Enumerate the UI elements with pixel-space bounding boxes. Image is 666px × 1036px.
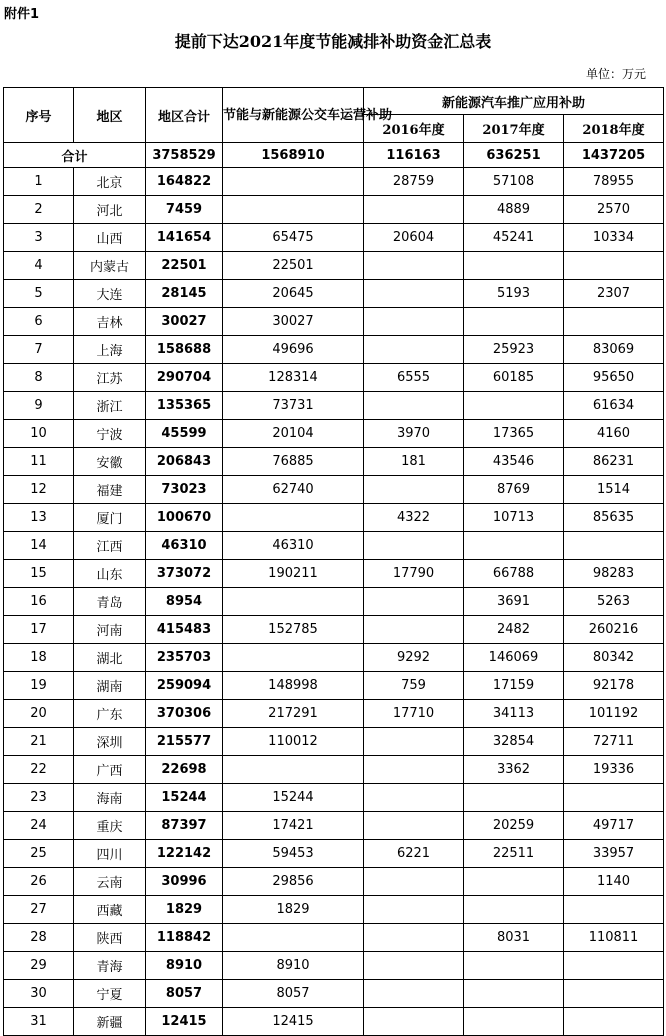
row-bus-subsidy: 20104 xyxy=(223,420,364,448)
total-regional: 3758529 xyxy=(146,143,223,168)
row-bus-subsidy: 22501 xyxy=(223,252,364,280)
subsidy-table xyxy=(3,87,664,1036)
row-2016 xyxy=(364,392,464,420)
row-bus-subsidy: 49696 xyxy=(223,336,364,364)
row-regional-total: 206843 xyxy=(146,448,223,476)
row-area: 陕西 xyxy=(74,924,146,952)
row-2017: 32854 xyxy=(464,728,564,756)
row-regional-total: 22698 xyxy=(146,756,223,784)
row-2018 xyxy=(564,784,664,812)
row-index: 14 xyxy=(4,532,74,560)
row-2016 xyxy=(364,1008,464,1036)
table-row xyxy=(4,980,664,1008)
row-bus-subsidy xyxy=(223,644,364,672)
table-row xyxy=(4,644,664,672)
row-area: 湖南 xyxy=(74,672,146,700)
row-regional-total: 1829 xyxy=(146,896,223,924)
row-bus-subsidy: 15244 xyxy=(223,784,364,812)
row-area: 河北 xyxy=(74,196,146,224)
row-regional-total: 259094 xyxy=(146,672,223,700)
row-bus-subsidy: 65475 xyxy=(223,224,364,252)
row-area: 福建 xyxy=(74,476,146,504)
row-2018: 49717 xyxy=(564,812,664,840)
total-2016: 116163 xyxy=(364,143,464,168)
row-regional-total: 290704 xyxy=(146,364,223,392)
row-area: 广东 xyxy=(74,700,146,728)
table-row xyxy=(4,504,664,532)
row-bus-subsidy xyxy=(223,924,364,952)
row-2017 xyxy=(464,252,564,280)
row-2017 xyxy=(464,1008,564,1036)
row-2016 xyxy=(364,868,464,896)
row-2018: 10334 xyxy=(564,224,664,252)
table-row xyxy=(4,252,664,280)
row-bus-subsidy: 110012 xyxy=(223,728,364,756)
row-index: 15 xyxy=(4,560,74,588)
row-2016: 9292 xyxy=(364,644,464,672)
table-row xyxy=(4,280,664,308)
header-area: 地区 xyxy=(74,88,146,143)
row-index: 1 xyxy=(4,168,74,196)
row-regional-total: 135365 xyxy=(146,392,223,420)
row-bus-subsidy: 20645 xyxy=(223,280,364,308)
row-2017 xyxy=(464,308,564,336)
row-index: 25 xyxy=(4,840,74,868)
row-2016: 20604 xyxy=(364,224,464,252)
row-2016 xyxy=(364,280,464,308)
row-regional-total: 87397 xyxy=(146,812,223,840)
row-2016: 28759 xyxy=(364,168,464,196)
row-area: 安徽 xyxy=(74,448,146,476)
header-2017: 2017年度 xyxy=(464,115,564,143)
table-row xyxy=(4,1008,664,1036)
total-label: 合计 xyxy=(4,143,146,168)
row-index: 5 xyxy=(4,280,74,308)
row-2017 xyxy=(464,896,564,924)
row-area: 厦门 xyxy=(74,504,146,532)
row-2016 xyxy=(364,784,464,812)
table-row xyxy=(4,392,664,420)
row-area: 江苏 xyxy=(74,364,146,392)
row-2018: 1140 xyxy=(564,868,664,896)
row-bus-subsidy: 1829 xyxy=(223,896,364,924)
row-bus-subsidy: 190211 xyxy=(223,560,364,588)
row-2016 xyxy=(364,812,464,840)
table-row xyxy=(4,868,664,896)
header-bus-subsidy: 节能与新能源公交车运营补助 xyxy=(223,88,364,143)
row-bus-subsidy: 76885 xyxy=(223,448,364,476)
row-index: 10 xyxy=(4,420,74,448)
row-area: 青岛 xyxy=(74,588,146,616)
row-index: 27 xyxy=(4,896,74,924)
row-area: 宁夏 xyxy=(74,980,146,1008)
table-row xyxy=(4,168,664,196)
row-bus-subsidy: 17421 xyxy=(223,812,364,840)
row-area: 内蒙古 xyxy=(74,252,146,280)
row-2018: 101192 xyxy=(564,700,664,728)
row-bus-subsidy xyxy=(223,756,364,784)
table-row xyxy=(4,896,664,924)
row-2018 xyxy=(564,308,664,336)
row-2018: 83069 xyxy=(564,336,664,364)
row-2017: 22511 xyxy=(464,840,564,868)
row-2018: 33957 xyxy=(564,840,664,868)
row-2016 xyxy=(364,980,464,1008)
total-2018: 1437205 xyxy=(564,143,664,168)
row-bus-subsidy: 59453 xyxy=(223,840,364,868)
row-2016 xyxy=(364,616,464,644)
row-index: 20 xyxy=(4,700,74,728)
row-2017: 4889 xyxy=(464,196,564,224)
row-index: 11 xyxy=(4,448,74,476)
table-row xyxy=(4,336,664,364)
row-area: 大连 xyxy=(74,280,146,308)
row-2017: 2482 xyxy=(464,616,564,644)
row-2018: 72711 xyxy=(564,728,664,756)
table-row xyxy=(4,224,664,252)
table-row xyxy=(4,784,664,812)
row-regional-total: 215577 xyxy=(146,728,223,756)
table-row xyxy=(4,672,664,700)
row-index: 23 xyxy=(4,784,74,812)
row-bus-subsidy: 62740 xyxy=(223,476,364,504)
unit-label: 单位：万元 xyxy=(585,67,646,81)
row-2017: 34113 xyxy=(464,700,564,728)
row-2018: 1514 xyxy=(564,476,664,504)
row-area: 山西 xyxy=(74,224,146,252)
row-regional-total: 373072 xyxy=(146,560,223,588)
row-2017: 8769 xyxy=(464,476,564,504)
row-2018: 4160 xyxy=(564,420,664,448)
row-2018: 80342 xyxy=(564,644,664,672)
row-2018: 110811 xyxy=(564,924,664,952)
row-2016 xyxy=(364,336,464,364)
row-index: 13 xyxy=(4,504,74,532)
row-index: 19 xyxy=(4,672,74,700)
table-row xyxy=(4,560,664,588)
row-bus-subsidy: 73731 xyxy=(223,392,364,420)
row-2016: 17710 xyxy=(364,700,464,728)
table-row xyxy=(4,448,664,476)
row-2017 xyxy=(464,868,564,896)
total-2017: 636251 xyxy=(464,143,564,168)
row-2016: 3970 xyxy=(364,420,464,448)
table-row xyxy=(4,616,664,644)
row-bus-subsidy xyxy=(223,168,364,196)
row-index: 22 xyxy=(4,756,74,784)
row-area: 海南 xyxy=(74,784,146,812)
row-index: 21 xyxy=(4,728,74,756)
row-2018 xyxy=(564,532,664,560)
row-2017: 3691 xyxy=(464,588,564,616)
row-2016 xyxy=(364,952,464,980)
row-2017: 17159 xyxy=(464,672,564,700)
row-regional-total: 158688 xyxy=(146,336,223,364)
table-row xyxy=(4,196,664,224)
row-2017: 17365 xyxy=(464,420,564,448)
row-2016 xyxy=(364,476,464,504)
row-regional-total: 100670 xyxy=(146,504,223,532)
row-2016 xyxy=(364,588,464,616)
row-regional-total: 235703 xyxy=(146,644,223,672)
row-2016: 6555 xyxy=(364,364,464,392)
row-index: 8 xyxy=(4,364,74,392)
row-2017: 10713 xyxy=(464,504,564,532)
row-index: 12 xyxy=(4,476,74,504)
row-bus-subsidy xyxy=(223,504,364,532)
table-row xyxy=(4,532,664,560)
table-row xyxy=(4,840,664,868)
row-regional-total: 73023 xyxy=(146,476,223,504)
row-2016 xyxy=(364,308,464,336)
row-area: 新疆 xyxy=(74,1008,146,1036)
row-bus-subsidy: 148998 xyxy=(223,672,364,700)
row-2017 xyxy=(464,980,564,1008)
row-bus-subsidy: 12415 xyxy=(223,1008,364,1036)
row-bus-subsidy: 217291 xyxy=(223,700,364,728)
row-2017 xyxy=(464,532,564,560)
row-index: 7 xyxy=(4,336,74,364)
row-2017: 8031 xyxy=(464,924,564,952)
row-2018 xyxy=(564,980,664,1008)
row-2017: 60185 xyxy=(464,364,564,392)
row-index: 9 xyxy=(4,392,74,420)
row-bus-subsidy xyxy=(223,196,364,224)
row-regional-total: 164822 xyxy=(146,168,223,196)
row-2018: 86231 xyxy=(564,448,664,476)
row-regional-total: 8910 xyxy=(146,952,223,980)
row-2017: 3362 xyxy=(464,756,564,784)
row-regional-total: 122142 xyxy=(146,840,223,868)
table-row xyxy=(4,364,664,392)
row-regional-total: 22501 xyxy=(146,252,223,280)
row-index: 29 xyxy=(4,952,74,980)
row-2016 xyxy=(364,196,464,224)
row-2017 xyxy=(464,392,564,420)
row-regional-total: 118842 xyxy=(146,924,223,952)
row-area: 青海 xyxy=(74,952,146,980)
row-2018: 61634 xyxy=(564,392,664,420)
row-regional-total: 30996 xyxy=(146,868,223,896)
row-regional-total: 141654 xyxy=(146,224,223,252)
row-2018: 92178 xyxy=(564,672,664,700)
total-row xyxy=(4,143,664,168)
table-row xyxy=(4,420,664,448)
row-index: 18 xyxy=(4,644,74,672)
row-2018: 85635 xyxy=(564,504,664,532)
row-bus-subsidy: 8910 xyxy=(223,952,364,980)
row-2018: 2307 xyxy=(564,280,664,308)
header-index: 序号 xyxy=(4,88,74,143)
table-row xyxy=(4,952,664,980)
row-regional-total: 370306 xyxy=(146,700,223,728)
row-bus-subsidy: 8057 xyxy=(223,980,364,1008)
row-regional-total: 28145 xyxy=(146,280,223,308)
row-2018 xyxy=(564,952,664,980)
row-index: 31 xyxy=(4,1008,74,1036)
row-2018 xyxy=(564,252,664,280)
row-2018: 78955 xyxy=(564,168,664,196)
row-area: 河南 xyxy=(74,616,146,644)
row-index: 3 xyxy=(4,224,74,252)
row-regional-total: 30027 xyxy=(146,308,223,336)
header-2018: 2018年度 xyxy=(564,115,664,143)
row-index: 16 xyxy=(4,588,74,616)
row-area: 深圳 xyxy=(74,728,146,756)
row-area: 北京 xyxy=(74,168,146,196)
row-2018: 19336 xyxy=(564,756,664,784)
row-2016 xyxy=(364,252,464,280)
document-title: 提前下达2021年度节能减排补助资金汇总表 xyxy=(174,32,492,51)
row-bus-subsidy: 128314 xyxy=(223,364,364,392)
row-2016 xyxy=(364,924,464,952)
row-2018: 2570 xyxy=(564,196,664,224)
row-2018 xyxy=(564,1008,664,1036)
row-regional-total: 12415 xyxy=(146,1008,223,1036)
row-2017 xyxy=(464,784,564,812)
row-2017: 66788 xyxy=(464,560,564,588)
row-2017: 20259 xyxy=(464,812,564,840)
row-2018: 260216 xyxy=(564,616,664,644)
table-row xyxy=(4,924,664,952)
row-area: 湖北 xyxy=(74,644,146,672)
row-2017: 57108 xyxy=(464,168,564,196)
row-area: 重庆 xyxy=(74,812,146,840)
row-regional-total: 7459 xyxy=(146,196,223,224)
row-2016: 17790 xyxy=(364,560,464,588)
row-bus-subsidy: 29856 xyxy=(223,868,364,896)
row-2018: 5263 xyxy=(564,588,664,616)
row-area: 西藏 xyxy=(74,896,146,924)
row-regional-total: 8954 xyxy=(146,588,223,616)
row-area: 山东 xyxy=(74,560,146,588)
row-index: 24 xyxy=(4,812,74,840)
row-area: 四川 xyxy=(74,840,146,868)
row-2018: 95650 xyxy=(564,364,664,392)
attachment-label: 附件1 xyxy=(4,7,40,22)
row-index: 30 xyxy=(4,980,74,1008)
row-area: 浙江 xyxy=(74,392,146,420)
row-2016 xyxy=(364,896,464,924)
row-2016: 759 xyxy=(364,672,464,700)
row-regional-total: 8057 xyxy=(146,980,223,1008)
row-index: 17 xyxy=(4,616,74,644)
total-bus: 1568910 xyxy=(223,143,364,168)
row-regional-total: 15244 xyxy=(146,784,223,812)
row-regional-total: 46310 xyxy=(146,532,223,560)
header-2016: 2016年度 xyxy=(364,115,464,143)
row-bus-subsidy: 30027 xyxy=(223,308,364,336)
row-2017: 25923 xyxy=(464,336,564,364)
row-area: 江西 xyxy=(74,532,146,560)
row-index: 28 xyxy=(4,924,74,952)
row-area: 吉林 xyxy=(74,308,146,336)
row-area: 上海 xyxy=(74,336,146,364)
row-2016: 181 xyxy=(364,448,464,476)
row-index: 6 xyxy=(4,308,74,336)
row-2017: 146069 xyxy=(464,644,564,672)
table-row xyxy=(4,588,664,616)
row-area: 广西 xyxy=(74,756,146,784)
table-row xyxy=(4,812,664,840)
header-regional-total: 地区合计 xyxy=(146,88,223,143)
row-regional-total: 415483 xyxy=(146,616,223,644)
row-2016 xyxy=(364,532,464,560)
row-2016 xyxy=(364,728,464,756)
row-index: 26 xyxy=(4,868,74,896)
row-area: 宁波 xyxy=(74,420,146,448)
header-nev-group: 新能源汽车推广应用补助 xyxy=(364,88,664,115)
row-bus-subsidy: 152785 xyxy=(223,616,364,644)
table-row xyxy=(4,728,664,756)
table-row xyxy=(4,476,664,504)
row-2018: 98283 xyxy=(564,560,664,588)
row-2018 xyxy=(564,896,664,924)
row-area: 云南 xyxy=(74,868,146,896)
row-bus-subsidy: 46310 xyxy=(223,532,364,560)
row-2016 xyxy=(364,756,464,784)
table-row xyxy=(4,756,664,784)
row-2016: 6221 xyxy=(364,840,464,868)
row-bus-subsidy xyxy=(223,588,364,616)
table-row xyxy=(4,308,664,336)
row-regional-total: 45599 xyxy=(146,420,223,448)
row-2017: 45241 xyxy=(464,224,564,252)
row-index: 4 xyxy=(4,252,74,280)
row-2016: 4322 xyxy=(364,504,464,532)
row-2017: 5193 xyxy=(464,280,564,308)
table-row xyxy=(4,700,664,728)
row-2017 xyxy=(464,952,564,980)
row-2017: 43546 xyxy=(464,448,564,476)
row-index: 2 xyxy=(4,196,74,224)
